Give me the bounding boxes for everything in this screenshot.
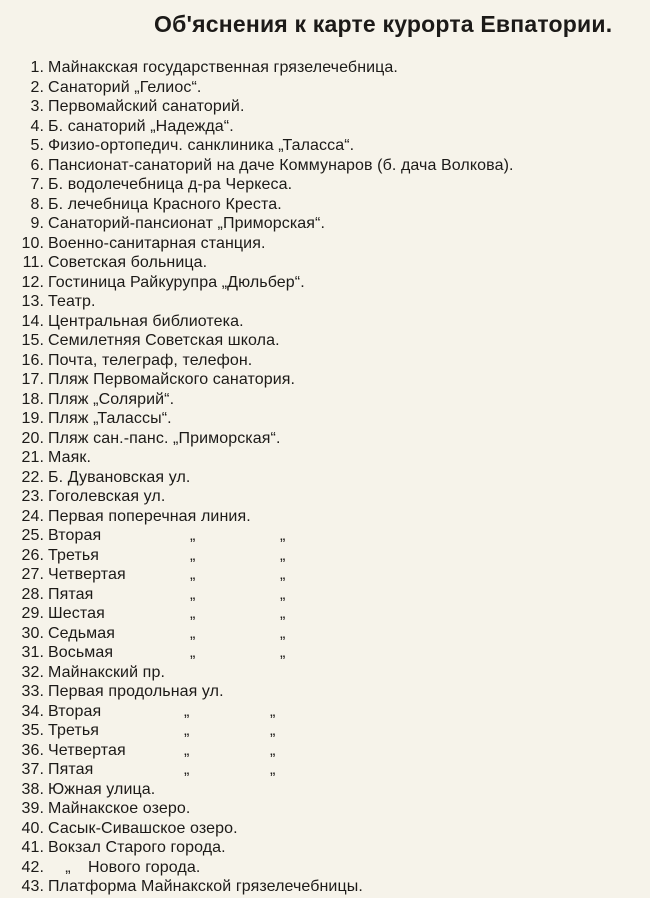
list-item	[14, 292, 636, 312]
item-number: 24.	[21, 507, 44, 525]
list-item	[14, 819, 636, 839]
item-text: Майнакский пр.	[48, 663, 165, 681]
list-item	[14, 312, 636, 332]
item-text: Южная улица.	[48, 780, 156, 798]
list-item	[14, 117, 636, 137]
item-number: 23.	[21, 488, 44, 505]
list-item	[14, 877, 636, 897]
item-number: 29.	[21, 605, 44, 622]
list-item	[14, 273, 636, 293]
ditto-mark: „	[190, 527, 196, 544]
list-item	[14, 136, 636, 156]
item-number: 5.	[30, 137, 44, 154]
item-text: Пляж сан.-панс. „Приморская“.	[48, 429, 281, 447]
item-number: 8.	[30, 195, 44, 213]
list-item	[14, 468, 636, 488]
item-text: Первая продольная ул.	[48, 683, 224, 700]
list-item	[14, 390, 636, 410]
item-text: Военно-санитарная станция.	[48, 234, 266, 252]
item-number: 38.	[21, 780, 44, 798]
item-number: 9.	[30, 215, 44, 232]
item-number: 20.	[21, 429, 44, 447]
item-number: 25.	[21, 527, 44, 544]
list-item	[14, 487, 636, 507]
list-item	[14, 643, 636, 663]
page-title: Об'яснения к карте курорта Евпатории.	[154, 11, 613, 37]
list-item	[14, 97, 636, 117]
item-number: 39.	[21, 800, 44, 817]
item-text: Маяк.	[48, 449, 92, 466]
item-number: 40.	[21, 819, 44, 837]
list-item	[14, 663, 636, 683]
item-text: Майнакское озеро.	[48, 800, 191, 817]
ditto-mark: „	[270, 761, 276, 778]
item-text: Пятая	[48, 585, 94, 603]
item-number: 36.	[21, 741, 44, 759]
item-text: Пансионат-санаторий на даче Коммунаров (б. дача Волкова).	[48, 156, 514, 174]
list-item	[14, 234, 636, 254]
legend-list	[14, 58, 636, 897]
item-number: 4.	[30, 117, 44, 135]
list-item	[14, 604, 636, 624]
item-number: 42.	[21, 858, 44, 876]
item-number: 27.	[21, 566, 44, 583]
list-item	[14, 156, 636, 176]
list-item	[14, 195, 636, 215]
list-item	[14, 721, 636, 741]
item-number: 43.	[21, 878, 44, 895]
list-item	[14, 780, 636, 800]
item-text: Пляж „Талассы“.	[48, 410, 172, 427]
item-number: 7.	[30, 176, 44, 193]
item-number: 28.	[21, 585, 44, 603]
item-number: 21.	[21, 449, 44, 466]
ditto-mark: „	[65, 858, 71, 876]
ditto-mark: „	[190, 644, 196, 661]
item-text: Пляж Первомайского санатория.	[48, 371, 296, 388]
list-item	[14, 448, 636, 468]
ditto-mark: „	[270, 702, 276, 720]
item-text: Гоголевская ул.	[48, 488, 166, 505]
list-item	[14, 214, 636, 234]
item-text: Санаторий „Гелиос“.	[48, 78, 202, 96]
item-text: Платформа Майнакской грязелечебницы.	[48, 878, 363, 895]
item-number: 35.	[21, 722, 44, 739]
list-item	[14, 429, 636, 449]
ditto-mark: „	[280, 546, 286, 564]
item-number: 18.	[21, 390, 44, 408]
item-text: Пляж „Солярий“.	[48, 390, 175, 408]
item-text: Санаторий-пансионат „Приморская“.	[48, 215, 326, 232]
list-item	[14, 507, 636, 527]
item-text: Б. Дувановская ул.	[48, 468, 191, 486]
item-text: Майнакская государственная грязелечебница.	[48, 59, 398, 76]
list-item	[14, 838, 636, 858]
item-number: 16.	[21, 351, 44, 369]
list-item	[14, 409, 636, 429]
item-text: Шестая	[48, 605, 105, 622]
ditto-mark: „	[184, 741, 190, 759]
ditto-mark: „	[280, 566, 286, 583]
ditto-mark: „	[184, 761, 190, 778]
item-number: 12.	[21, 273, 44, 291]
item-number: 26.	[21, 546, 44, 564]
item-text: Восьмая	[48, 644, 114, 661]
list-item	[14, 565, 636, 585]
list-item	[14, 702, 636, 722]
item-number: 3.	[30, 98, 44, 115]
ditto-mark: „	[270, 741, 276, 759]
ditto-mark: „	[280, 624, 286, 642]
list-item	[14, 331, 636, 351]
item-text: Советская больница.	[48, 254, 208, 271]
item-text: Четвертая	[48, 741, 126, 759]
item-text: Сасык-Сивашское озеро.	[48, 819, 238, 837]
list-item	[14, 370, 636, 390]
list-item	[14, 799, 636, 819]
item-text: Пятая	[48, 761, 94, 778]
item-text: Б. лечебница Красного Креста.	[48, 195, 282, 213]
item-text: Седьмая	[48, 624, 116, 642]
item-number: 1.	[30, 59, 44, 76]
item-number: 22.	[21, 468, 44, 486]
ditto-mark: „	[190, 605, 196, 622]
list-item	[14, 858, 636, 878]
item-text: Четвертая	[48, 566, 126, 583]
item-number: 30.	[21, 624, 44, 642]
item-text: Б. водолечебница д-ра Черкеса.	[48, 176, 293, 193]
ditto-mark: „	[280, 527, 286, 544]
item-number: 15.	[21, 332, 44, 349]
list-item	[14, 58, 636, 78]
item-number: 2.	[30, 78, 44, 96]
ditto-mark: „	[280, 605, 286, 622]
item-number: 34.	[21, 702, 44, 720]
ditto-mark: „	[190, 566, 196, 583]
item-text: Нового города.	[88, 858, 201, 876]
ditto-mark: „	[190, 546, 196, 564]
ditto-mark: „	[184, 702, 190, 720]
item-text: Вторая	[48, 527, 102, 544]
list-item	[14, 546, 636, 566]
list-item	[14, 351, 636, 371]
item-number: 31.	[21, 644, 44, 661]
item-text: Третья	[48, 722, 100, 739]
item-number: 14.	[21, 312, 44, 330]
item-text: Физио-ортопедич. санклиника „Таласса“.	[48, 137, 355, 154]
ditto-mark: „	[190, 624, 196, 642]
item-number: 33.	[21, 683, 44, 700]
item-number: 10.	[21, 234, 44, 252]
item-text: Семилетняя Советская школа.	[48, 332, 280, 349]
item-number: 17.	[21, 371, 44, 388]
list-item	[14, 624, 636, 644]
item-text: Вторая	[48, 702, 102, 720]
list-item	[14, 741, 636, 761]
list-item	[14, 175, 636, 195]
list-item	[14, 526, 636, 546]
item-text: Театр.	[48, 293, 96, 310]
item-number: 41.	[21, 839, 44, 856]
item-text: Первомайский санаторий.	[48, 98, 245, 115]
item-text: Центральная библиотека.	[48, 312, 244, 330]
item-number: 32.	[21, 663, 44, 681]
item-text: Первая поперечная линия.	[48, 507, 251, 525]
list-item	[14, 585, 636, 605]
item-text: Гостиница Райкурупра „Дюльбер“.	[48, 273, 305, 291]
ditto-mark: „	[280, 644, 286, 661]
item-text: Б. санаторий „Надежда“.	[48, 117, 234, 135]
item-number: 19.	[21, 410, 44, 427]
item-text: Почта, телеграф, телефон.	[48, 351, 253, 369]
item-number: 37.	[21, 761, 44, 778]
item-text: Третья	[48, 546, 100, 564]
item-number: 11.	[22, 254, 44, 271]
list-item	[14, 253, 636, 273]
item-text: Вокзал Старого города.	[48, 839, 226, 856]
ditto-mark: „	[280, 585, 286, 603]
item-number: 6.	[30, 156, 44, 174]
list-item	[14, 760, 636, 780]
ditto-mark: „	[270, 722, 276, 739]
list-item	[14, 78, 636, 98]
ditto-mark: „	[184, 722, 190, 739]
ditto-mark: „	[190, 585, 196, 603]
list-item	[14, 682, 636, 702]
item-number: 13.	[21, 293, 44, 310]
